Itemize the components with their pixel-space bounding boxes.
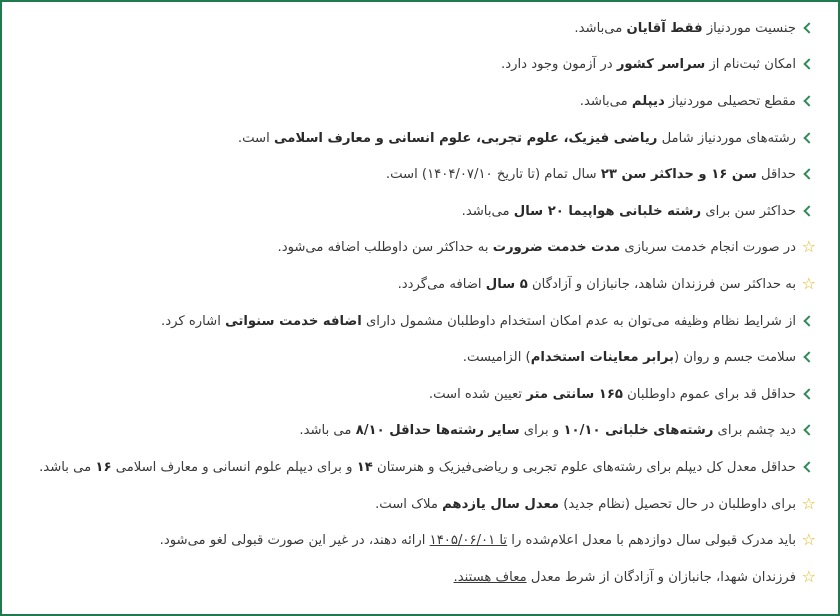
requirement-item	[2, 156, 838, 193]
star-icon: ☆	[801, 237, 816, 257]
text-segment: در صورت انجام خدمت سربازی	[620, 240, 796, 256]
requirement-text	[580, 94, 796, 109]
text-segment: می باشد.	[39, 459, 96, 475]
requirement-text	[501, 57, 796, 72]
requirement-text	[375, 497, 796, 512]
star-icon: ☆	[801, 273, 816, 293]
emphasis-text: سایر رشته‌ها حداقل ۸/۱۰	[355, 423, 520, 439]
requirement-item	[2, 486, 838, 523]
emphasis-text: ۱۶	[95, 459, 112, 475]
text-segment: در آزمون وجود دارد.	[501, 57, 617, 73]
text-segment: تعیین شده است.	[428, 386, 527, 402]
text-segment: و برای دیپلم علوم انسانی و معارف اسلامی	[111, 459, 357, 475]
requirement-text	[39, 460, 796, 475]
requirement-item	[2, 47, 838, 84]
requirement-item	[2, 10, 838, 47]
requirement-text	[299, 423, 796, 438]
requirement-text	[161, 314, 796, 329]
chevron-left-icon	[802, 460, 816, 475]
requirement-text	[160, 533, 796, 548]
text-segment: و برای	[519, 423, 564, 439]
text-segment: دید چشم برای	[713, 423, 796, 439]
emphasis-text: ۱۴	[356, 459, 373, 475]
text-segment: جنسیت موردنیاز	[702, 20, 796, 36]
chevron-left-icon	[802, 167, 816, 182]
emphasis-text: مدت خدمت ضرورت	[492, 240, 621, 256]
requirement-item	[2, 449, 838, 486]
requirement-text	[463, 350, 796, 365]
requirement-text	[238, 131, 796, 146]
emphasis-text: برابر معاینات استخدام	[530, 350, 674, 366]
chevron-left-icon	[802, 350, 816, 365]
requirement-text	[429, 387, 796, 402]
requirements-list	[2, 10, 838, 596]
emphasis-text: سراسر کشور	[616, 57, 706, 73]
requirement-item	[2, 193, 838, 230]
requirement-text	[454, 570, 796, 585]
chevron-left-icon	[802, 21, 816, 36]
requirement-item	[2, 522, 838, 559]
emphasis-text: سن ۱۶ و حداکثر سن ۲۳	[600, 167, 757, 183]
emphasis-text: ۵ سال	[485, 276, 528, 292]
star-icon: ☆	[801, 493, 816, 513]
text-segment: سال تمام (تا تاریخ ۱۴۰۴/۰۷/۱۰) است.	[385, 167, 601, 183]
text-segment: برای داوطلبان در حال تحصیل (نظام جدید)	[559, 496, 796, 512]
text-segment: ارائه دهند، در غیر این صورت قبولی لغو می‌شود.	[159, 533, 430, 549]
chevron-left-icon	[802, 204, 816, 219]
underlined-text: تا ۱۴۰۵/۰۶/۰۱	[429, 533, 508, 549]
chevron-left-icon	[802, 423, 816, 438]
requirement-text	[386, 167, 796, 182]
text-segment: اضافه می‌گردد.	[397, 276, 486, 292]
text-segment: رشته‌های موردنیاز شامل	[657, 130, 796, 146]
emphasis-text: اضافه خدمت سنواتی	[225, 313, 362, 329]
text-segment: است.	[237, 130, 274, 146]
text-segment: ) الزامیست.	[462, 350, 531, 366]
emphasis-text: معدل سال یازدهم	[442, 496, 560, 512]
text-segment: حداقل	[756, 167, 796, 183]
requirement-item	[2, 230, 838, 267]
requirement-text	[462, 204, 796, 219]
text-segment: حداکثر سن برای	[701, 203, 796, 219]
chevron-left-icon	[802, 314, 816, 329]
requirement-item	[2, 413, 838, 450]
requirement-item	[2, 83, 838, 120]
requirement-item	[2, 303, 838, 340]
requirement-item	[2, 339, 838, 376]
underlined-text: معاف هستند.	[453, 569, 527, 585]
requirement-text	[574, 21, 796, 36]
chevron-left-icon	[802, 131, 816, 146]
text-segment: حداقل معدل کل دیپلم برای رشته‌های علوم تجربی و ریاضی‌فیزیک و هنرستان	[372, 459, 796, 475]
requirement-item	[2, 559, 838, 596]
emphasis-text: رشته خلبانی هواپیما ۲۰ سال	[513, 203, 702, 219]
text-segment: به حداکثر سن فرزندان شاهد، جانبازان و آزادگان	[527, 276, 796, 292]
requirement-text	[398, 277, 796, 292]
text-segment: می‌باشد.	[461, 203, 514, 219]
emphasis-text: فقط آقایان	[626, 20, 703, 36]
emphasis-text: دیپلم	[631, 93, 665, 109]
chevron-left-icon	[802, 57, 816, 72]
text-segment: سلامت جسم و روان (	[674, 350, 796, 366]
requirement-item	[2, 120, 838, 157]
requirement-item	[2, 266, 838, 303]
star-icon: ☆	[801, 566, 816, 586]
chevron-left-icon	[802, 387, 816, 402]
requirement-item	[2, 376, 838, 413]
text-segment: اشاره کرد.	[161, 313, 226, 329]
text-segment: به حداکثر سن داوطلب اضافه می‌شود.	[277, 240, 493, 256]
text-segment: ملاک است.	[375, 496, 443, 512]
text-segment: فرزندان شهدا، جانبازان و آزادگان از شرط معدل	[526, 569, 796, 585]
text-segment: مقطع تحصیلی موردنیاز	[664, 93, 796, 109]
text-segment: می‌باشد.	[579, 93, 632, 109]
text-segment: باید مدرک قبولی سال دوازدهم با معدل اعلام‌شده را	[507, 533, 796, 549]
text-segment: می‌باشد.	[574, 20, 627, 36]
chevron-left-icon	[802, 94, 816, 109]
star-icon: ☆	[801, 530, 816, 550]
text-segment: حداقل قد برای عموم داوطلبان	[622, 386, 796, 402]
emphasis-text: رشته‌های خلبانی ۱۰/۱۰	[563, 423, 714, 439]
text-segment: می باشد.	[299, 423, 356, 439]
requirement-text	[278, 240, 797, 255]
emphasis-text: ۱۶۵ سانتی متر	[526, 386, 623, 402]
text-segment: امکان ثبت‌نام از	[705, 57, 796, 73]
text-segment: از شرایط نظام وظیفه می‌توان به عدم امکان استخدام داوطلبان مشمول دارای	[361, 313, 796, 329]
emphasis-text: ریاضی فیزیک، علوم تجربی، علوم انسانی و معارف اسلامی	[273, 130, 658, 146]
